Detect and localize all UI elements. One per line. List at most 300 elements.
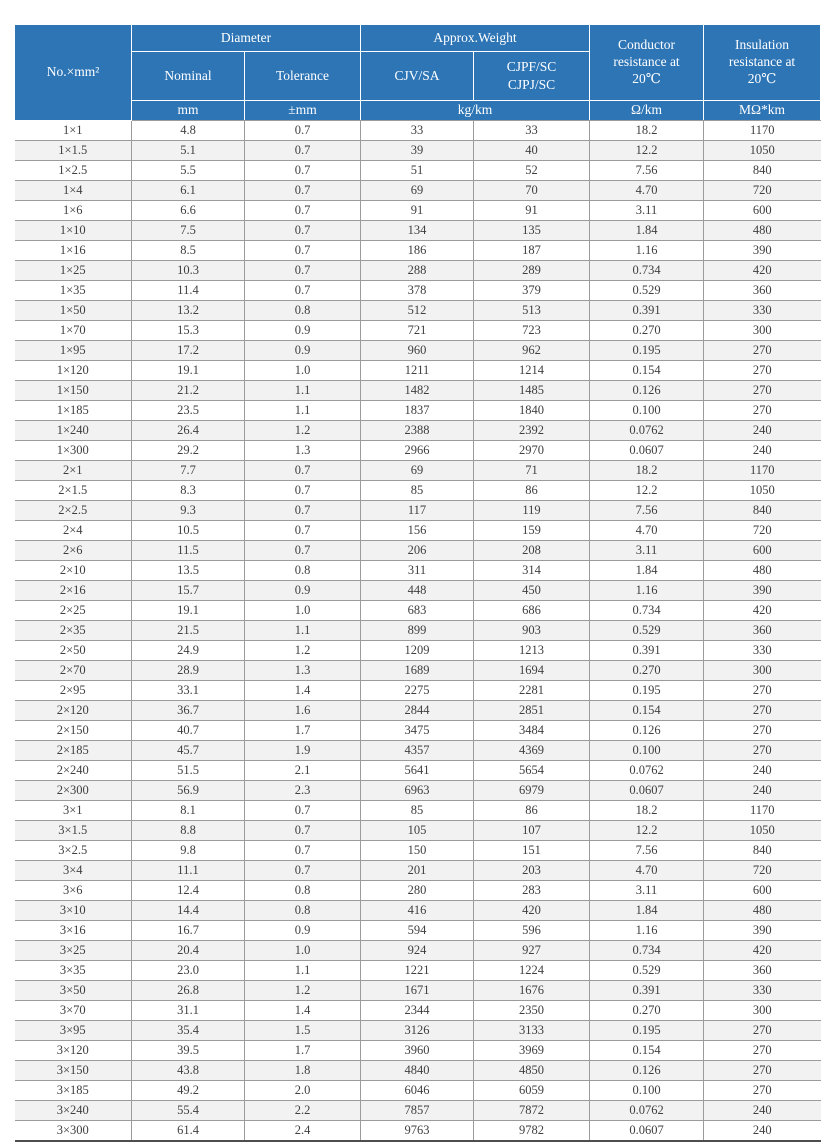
table-row xyxy=(15,161,821,181)
col-group-diameter: Diameter xyxy=(132,25,361,52)
table-cell: 1×16 xyxy=(15,241,132,261)
table-cell: 1×1.5 xyxy=(15,141,132,161)
table-cell: 0.0607 xyxy=(590,1121,704,1142)
table-cell: 0.7 xyxy=(245,481,361,501)
table-cell: 600 xyxy=(704,881,821,901)
table-cell: 71 xyxy=(474,461,590,481)
table-cell: 3475 xyxy=(361,721,474,741)
table-cell: 11.5 xyxy=(132,541,245,561)
table-cell: 117 xyxy=(361,501,474,521)
table-cell: 24.9 xyxy=(132,641,245,661)
unit-conductor-ohm-km: Ω/km xyxy=(590,101,704,121)
table-cell: 1050 xyxy=(704,481,821,501)
table-row xyxy=(15,641,821,661)
col-header-nominal: Nominal xyxy=(132,52,245,101)
table-row xyxy=(15,421,821,441)
table-cell: 840 xyxy=(704,841,821,861)
table-cell: 1.4 xyxy=(245,1001,361,1021)
table-cell: 1.1 xyxy=(245,961,361,981)
table-cell: 1170 xyxy=(704,121,821,141)
table-cell: 12.2 xyxy=(590,141,704,161)
table-cell: 0.7 xyxy=(245,821,361,841)
unit-insulation-mohm-km: MΩ*km xyxy=(704,101,821,121)
col-header-cjv-sa: CJV/SA xyxy=(361,52,474,101)
table-cell: 720 xyxy=(704,181,821,201)
table-cell: 3×50 xyxy=(15,981,132,1001)
table-cell: 0.7 xyxy=(245,841,361,861)
table-cell: 2.1 xyxy=(245,761,361,781)
table-cell: 3969 xyxy=(474,1041,590,1061)
table-cell: 203 xyxy=(474,861,590,881)
table-cell: 420 xyxy=(474,901,590,921)
table-cell: 4357 xyxy=(361,741,474,761)
table-cell: 330 xyxy=(704,981,821,1001)
table-cell: 208 xyxy=(474,541,590,561)
table-cell: 1.0 xyxy=(245,361,361,381)
table-row xyxy=(15,1021,821,1041)
table-cell: 1.16 xyxy=(590,921,704,941)
table-cell: 1.6 xyxy=(245,701,361,721)
table-cell: 23.5 xyxy=(132,401,245,421)
table-cell: 0.529 xyxy=(590,621,704,641)
table-cell: 18.2 xyxy=(590,461,704,481)
table-cell: 8.5 xyxy=(132,241,245,261)
table-row xyxy=(15,561,821,581)
header-units-row xyxy=(15,101,821,121)
table-cell: 0.734 xyxy=(590,261,704,281)
table-row xyxy=(15,1121,821,1142)
table-cell: 450 xyxy=(474,581,590,601)
table-cell: 390 xyxy=(704,921,821,941)
table-cell: 0.391 xyxy=(590,641,704,661)
table-cell: 3×185 xyxy=(15,1081,132,1101)
table-cell: 240 xyxy=(704,761,821,781)
cjpj-label: CJPJ/SC xyxy=(507,77,556,92)
table-cell: 4369 xyxy=(474,741,590,761)
table-cell: 0.734 xyxy=(590,941,704,961)
table-cell: 1.2 xyxy=(245,421,361,441)
table-cell: 1.3 xyxy=(245,441,361,461)
table-row xyxy=(15,661,821,681)
table-cell: 6963 xyxy=(361,781,474,801)
table-cell: 1.3 xyxy=(245,661,361,681)
table-cell: 3×10 xyxy=(15,901,132,921)
table-cell: 1×300 xyxy=(15,441,132,461)
table-row xyxy=(15,601,821,621)
table-cell: 720 xyxy=(704,521,821,541)
table-cell: 1×4 xyxy=(15,181,132,201)
table-cell: 3×240 xyxy=(15,1101,132,1121)
table-cell: 1.1 xyxy=(245,401,361,421)
table-cell: 0.154 xyxy=(590,1041,704,1061)
table-cell: 55.4 xyxy=(132,1101,245,1121)
table-cell: 2844 xyxy=(361,701,474,721)
table-cell: 7.56 xyxy=(590,841,704,861)
table-cell: 0.9 xyxy=(245,321,361,341)
table-row xyxy=(15,501,821,521)
table-cell: 91 xyxy=(474,201,590,221)
table-cell: 283 xyxy=(474,881,590,901)
table-cell: 420 xyxy=(704,261,821,281)
table-cell: 840 xyxy=(704,501,821,521)
table-cell: 3×1 xyxy=(15,801,132,821)
table-cell: 3×25 xyxy=(15,941,132,961)
table-cell: 1214 xyxy=(474,361,590,381)
table-cell: 10.5 xyxy=(132,521,245,541)
table-cell: 1.2 xyxy=(245,641,361,661)
table-cell: 5654 xyxy=(474,761,590,781)
table-cell: 5.1 xyxy=(132,141,245,161)
table-cell: 0.9 xyxy=(245,581,361,601)
table-cell: 0.7 xyxy=(245,861,361,881)
table-cell: 0.734 xyxy=(590,601,704,621)
table-row xyxy=(15,221,821,241)
table-cell: 1676 xyxy=(474,981,590,1001)
table-cell: 2×6 xyxy=(15,541,132,561)
table-cell: 21.5 xyxy=(132,621,245,641)
table-cell: 2×95 xyxy=(15,681,132,701)
table-cell: 2×300 xyxy=(15,781,132,801)
table-cell: 7857 xyxy=(361,1101,474,1121)
table-cell: 86 xyxy=(474,481,590,501)
table-cell: 2×10 xyxy=(15,561,132,581)
table-row xyxy=(15,1081,821,1101)
table-cell: 56.9 xyxy=(132,781,245,801)
table-cell: 378 xyxy=(361,281,474,301)
table-cell: 0.7 xyxy=(245,801,361,821)
table-row xyxy=(15,441,821,461)
table-cell: 16.7 xyxy=(132,921,245,941)
table-row xyxy=(15,121,821,141)
table-cell: 0.195 xyxy=(590,1021,704,1041)
table-cell: 4.70 xyxy=(590,861,704,881)
table-cell: 0.126 xyxy=(590,1061,704,1081)
table-cell: 5.5 xyxy=(132,161,245,181)
table-row xyxy=(15,1101,821,1121)
table-cell: 1485 xyxy=(474,381,590,401)
table-cell: 2×70 xyxy=(15,661,132,681)
table-cell: 70 xyxy=(474,181,590,201)
table-body xyxy=(15,121,821,1142)
table-cell: 1221 xyxy=(361,961,474,981)
table-cell: 1.7 xyxy=(245,1041,361,1061)
table-cell: 0.270 xyxy=(590,1001,704,1021)
table-cell: 1.84 xyxy=(590,561,704,581)
table-cell: 187 xyxy=(474,241,590,261)
table-cell: 270 xyxy=(704,681,821,701)
table-cell: 21.2 xyxy=(132,381,245,401)
table-cell: 28.9 xyxy=(132,661,245,681)
table-row xyxy=(15,821,821,841)
table-cell: 3×16 xyxy=(15,921,132,941)
table-cell: 899 xyxy=(361,621,474,641)
table-cell: 0.0762 xyxy=(590,761,704,781)
table-cell: 2392 xyxy=(474,421,590,441)
table-cell: 3960 xyxy=(361,1041,474,1061)
table-row xyxy=(15,541,821,561)
table-cell: 270 xyxy=(704,381,821,401)
table-cell: 314 xyxy=(474,561,590,581)
unit-tolerance-mm: ±mm xyxy=(245,101,361,121)
table-cell: 2851 xyxy=(474,701,590,721)
table-cell: 20.4 xyxy=(132,941,245,961)
table-cell: 0.391 xyxy=(590,981,704,1001)
table-cell: 1694 xyxy=(474,661,590,681)
table-row xyxy=(15,321,821,341)
table-cell: 18.2 xyxy=(590,801,704,821)
table-cell: 33.1 xyxy=(132,681,245,701)
table-cell: 270 xyxy=(704,741,821,761)
table-cell: 2×185 xyxy=(15,741,132,761)
table-header xyxy=(15,25,821,121)
table-cell: 1.9 xyxy=(245,741,361,761)
table-cell: 33 xyxy=(361,121,474,141)
table-cell: 300 xyxy=(704,1001,821,1021)
table-cell: 3×120 xyxy=(15,1041,132,1061)
col-group-weight: Approx.Weight xyxy=(361,25,590,52)
table-cell: 14.4 xyxy=(132,901,245,921)
unit-nominal-mm: mm xyxy=(132,101,245,121)
table-cell: 1209 xyxy=(361,641,474,661)
table-cell: 8.1 xyxy=(132,801,245,821)
table-cell: 0.9 xyxy=(245,921,361,941)
table-cell: 927 xyxy=(474,941,590,961)
table-cell: 240 xyxy=(704,441,821,461)
table-row xyxy=(15,921,821,941)
table-cell: 2×150 xyxy=(15,721,132,741)
table-cell: 0.7 xyxy=(245,461,361,481)
table-cell: 6.6 xyxy=(132,201,245,221)
table-cell: 1.84 xyxy=(590,221,704,241)
table-cell: 1224 xyxy=(474,961,590,981)
col-header-conductor-resistance: Conductor resistance at 20℃ xyxy=(590,25,704,101)
table-cell: 1×10 xyxy=(15,221,132,241)
table-cell: 0.7 xyxy=(245,541,361,561)
table-cell: 119 xyxy=(474,501,590,521)
table-cell: 36.7 xyxy=(132,701,245,721)
table-cell: 600 xyxy=(704,201,821,221)
table-cell: 0.8 xyxy=(245,901,361,921)
table-cell: 17.2 xyxy=(132,341,245,361)
table-row xyxy=(15,681,821,701)
table-cell: 85 xyxy=(361,481,474,501)
table-cell: 11.1 xyxy=(132,861,245,881)
table-cell: 39 xyxy=(361,141,474,161)
table-cell: 0.100 xyxy=(590,741,704,761)
table-cell: 8.3 xyxy=(132,481,245,501)
table-row xyxy=(15,901,821,921)
table-cell: 7872 xyxy=(474,1101,590,1121)
table-cell: 1×150 xyxy=(15,381,132,401)
table-cell: 924 xyxy=(361,941,474,961)
table-cell: 4.70 xyxy=(590,521,704,541)
table-cell: 720 xyxy=(704,861,821,881)
table-cell: 0.7 xyxy=(245,521,361,541)
table-cell: 1×25 xyxy=(15,261,132,281)
table-cell: 0.7 xyxy=(245,241,361,261)
table-cell: 6979 xyxy=(474,781,590,801)
table-cell: 7.7 xyxy=(132,461,245,481)
table-cell: 0.0607 xyxy=(590,441,704,461)
table-cell: 0.7 xyxy=(245,121,361,141)
table-cell: 0.7 xyxy=(245,501,361,521)
table-cell: 1×240 xyxy=(15,421,132,441)
table-cell: 2.2 xyxy=(245,1101,361,1121)
table-row xyxy=(15,481,821,501)
table-cell: 1.4 xyxy=(245,681,361,701)
table-cell: 311 xyxy=(361,561,474,581)
table-cell: 270 xyxy=(704,1041,821,1061)
table-cell: 0.7 xyxy=(245,221,361,241)
table-cell: 3×70 xyxy=(15,1001,132,1021)
table-cell: 596 xyxy=(474,921,590,941)
table-row xyxy=(15,861,821,881)
table-cell: 19.1 xyxy=(132,361,245,381)
table-cell: 35.4 xyxy=(132,1021,245,1041)
table-cell: 3×150 xyxy=(15,1061,132,1081)
table-row xyxy=(15,721,821,741)
table-cell: 240 xyxy=(704,1121,821,1142)
table-cell: 1×95 xyxy=(15,341,132,361)
table-row xyxy=(15,401,821,421)
table-cell: 2344 xyxy=(361,1001,474,1021)
table-cell: 3×4 xyxy=(15,861,132,881)
table-row xyxy=(15,1001,821,1021)
table-cell: 1×35 xyxy=(15,281,132,301)
table-cell: 40 xyxy=(474,141,590,161)
table-cell: 2281 xyxy=(474,681,590,701)
table-cell: 2350 xyxy=(474,1001,590,1021)
table-cell: 1.5 xyxy=(245,1021,361,1041)
table-cell: 0.100 xyxy=(590,401,704,421)
table-cell: 0.0762 xyxy=(590,1101,704,1121)
table-cell: 2×120 xyxy=(15,701,132,721)
table-cell: 2388 xyxy=(361,421,474,441)
col-header-size: No.×mm² xyxy=(15,25,132,121)
table-cell: 360 xyxy=(704,961,821,981)
col-header-tolerance: Tolerance xyxy=(245,52,361,101)
table-cell: 18.2 xyxy=(590,121,704,141)
table-cell: 26.4 xyxy=(132,421,245,441)
table-cell: 3.11 xyxy=(590,881,704,901)
table-cell: 3×1.5 xyxy=(15,821,132,841)
table-cell: 150 xyxy=(361,841,474,861)
table-cell: 2×1 xyxy=(15,461,132,481)
table-cell: 1.16 xyxy=(590,241,704,261)
table-cell: 330 xyxy=(704,301,821,321)
table-cell: 1.8 xyxy=(245,1061,361,1081)
table-cell: 1×50 xyxy=(15,301,132,321)
table-cell: 1×120 xyxy=(15,361,132,381)
table-row xyxy=(15,461,821,481)
col-header-cjpf-cjpj xyxy=(474,52,590,101)
table-row xyxy=(15,781,821,801)
table-row xyxy=(15,141,821,161)
table-cell: 289 xyxy=(474,261,590,281)
table-cell: 300 xyxy=(704,661,821,681)
table-cell: 594 xyxy=(361,921,474,941)
table-row xyxy=(15,301,821,321)
table-cell: 6059 xyxy=(474,1081,590,1101)
table-cell: 1.1 xyxy=(245,621,361,641)
table-cell: 107 xyxy=(474,821,590,841)
table-cell: 1170 xyxy=(704,801,821,821)
table-cell: 151 xyxy=(474,841,590,861)
table-cell: 1482 xyxy=(361,381,474,401)
table-row xyxy=(15,1061,821,1081)
table-cell: 480 xyxy=(704,561,821,581)
table-cell: 270 xyxy=(704,1021,821,1041)
table-cell: 1837 xyxy=(361,401,474,421)
table-cell: 390 xyxy=(704,241,821,261)
table-cell: 2×50 xyxy=(15,641,132,661)
table-cell: 0.7 xyxy=(245,181,361,201)
table-cell: 2×1.5 xyxy=(15,481,132,501)
table-cell: 270 xyxy=(704,341,821,361)
table-row xyxy=(15,961,821,981)
cjpf-label: CJPF/SC xyxy=(506,59,557,75)
table-cell: 156 xyxy=(361,521,474,541)
table-cell: 240 xyxy=(704,781,821,801)
table-cell: 1213 xyxy=(474,641,590,661)
table-cell: 2×25 xyxy=(15,601,132,621)
table-cell: 7.56 xyxy=(590,501,704,521)
table-cell: 683 xyxy=(361,601,474,621)
table-row xyxy=(15,941,821,961)
table-cell: 186 xyxy=(361,241,474,261)
table-cell: 4.70 xyxy=(590,181,704,201)
table-cell: 5641 xyxy=(361,761,474,781)
table-cell: 2×240 xyxy=(15,761,132,781)
table-cell: 2966 xyxy=(361,441,474,461)
table-cell: 134 xyxy=(361,221,474,241)
table-row xyxy=(15,201,821,221)
table-cell: 2970 xyxy=(474,441,590,461)
table-cell: 270 xyxy=(704,721,821,741)
table-cell: 0.8 xyxy=(245,301,361,321)
table-cell: 0.7 xyxy=(245,261,361,281)
table-cell: 280 xyxy=(361,881,474,901)
table-cell: 270 xyxy=(704,1081,821,1101)
table-cell: 360 xyxy=(704,621,821,641)
table-cell: 33 xyxy=(474,121,590,141)
table-cell: 3.11 xyxy=(590,541,704,561)
table-cell: 0.195 xyxy=(590,341,704,361)
table-cell: 61.4 xyxy=(132,1121,245,1142)
table-row xyxy=(15,181,821,201)
table-cell: 4.8 xyxy=(132,121,245,141)
table-cell: 0.8 xyxy=(245,881,361,901)
table-cell: 379 xyxy=(474,281,590,301)
table-cell: 0.270 xyxy=(590,321,704,341)
table-cell: 85 xyxy=(361,801,474,821)
table-cell: 3126 xyxy=(361,1021,474,1041)
table-row xyxy=(15,521,821,541)
table-cell: 0.529 xyxy=(590,961,704,981)
table-cell: 1.0 xyxy=(245,941,361,961)
table-cell: 330 xyxy=(704,641,821,661)
table-cell: 19.1 xyxy=(132,601,245,621)
table-cell: 31.1 xyxy=(132,1001,245,1021)
table-cell: 0.7 xyxy=(245,161,361,181)
table-cell: 1.2 xyxy=(245,981,361,1001)
table-cell: 39.5 xyxy=(132,1041,245,1061)
table-cell: 0.154 xyxy=(590,701,704,721)
table-cell: 15.3 xyxy=(132,321,245,341)
table-cell: 962 xyxy=(474,341,590,361)
table-cell: 1×185 xyxy=(15,401,132,421)
table-row xyxy=(15,801,821,821)
